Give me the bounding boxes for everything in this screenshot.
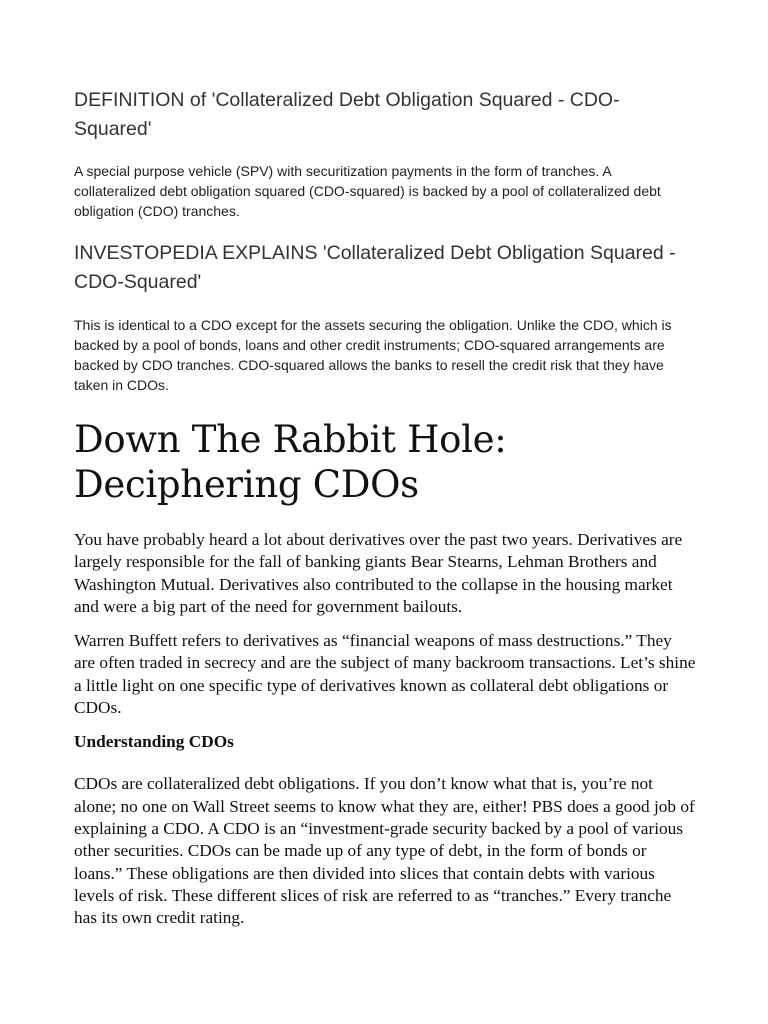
- article-paragraph: Warren Buffett refers to derivatives as “financial weapons of mass destructions.” They are often traded in secrecy and are the subject of many backroom transactions. Let’s shine a little light on one specific type of derivatives known as collateral debt obligations or CDOs.: [74, 631, 696, 718]
- explains-text: This is identical to a CDO except for the assets securing the obligation. Unlike the CDO, which is backed by a pool of bonds, loans and other credit instruments; CDO-squared arrangements are backed by CDO tranches. CDO-squared allows the banks to resell the credit risk that they have taken in CDOs.: [74, 317, 672, 393]
- article-paragraph: You have probably heard a lot about derivatives over the past two years. Derivatives are largely responsible for the fall of banking giants Bear Stearns, Lehman Brothers and Washington Mutual. Derivatives also contributed to the collapse in the housing market and were a big part of the need for government bailouts.: [74, 530, 683, 616]
- definition-text: A special purpose vehicle (SPV) with securitization payments in the form of tranches. A collateralized debt obligation squared (CDO-squared) is backed by a pool of collateralized debt obligation (CDO) tranches.: [74, 163, 661, 219]
- article-title: Down The Rabbit Hole: Deciphering CDOs: [74, 418, 507, 506]
- section-heading: Understanding CDOs: [74, 732, 234, 752]
- definition-heading: DEFINITION of 'Collateralized Debt Obligation Squared - CDO-Squared': [74, 89, 620, 140]
- section-paragraph: CDOs are collateralized debt obligations. If you don’t know what that is, you’re not alone; no one on Wall Street seems to know what they are, either! PBS does a good job of explaining a CDO. A CDO is an “investment-grade security backed by a pool of various other securities. CDOs can be made up of any type of debt, in the form of bonds or loans.” These obligations are then divided into slices that contain debts with various levels of risk. These different slices of risk are referred to as “tranches.” Every tranche has its own credit rating.: [74, 774, 695, 928]
- explains-heading: INVESTOPEDIA EXPLAINS 'Collateralized Debt Obligation Squared - CDO-Squared': [74, 242, 676, 293]
- document-page: [74, 86, 696, 941]
